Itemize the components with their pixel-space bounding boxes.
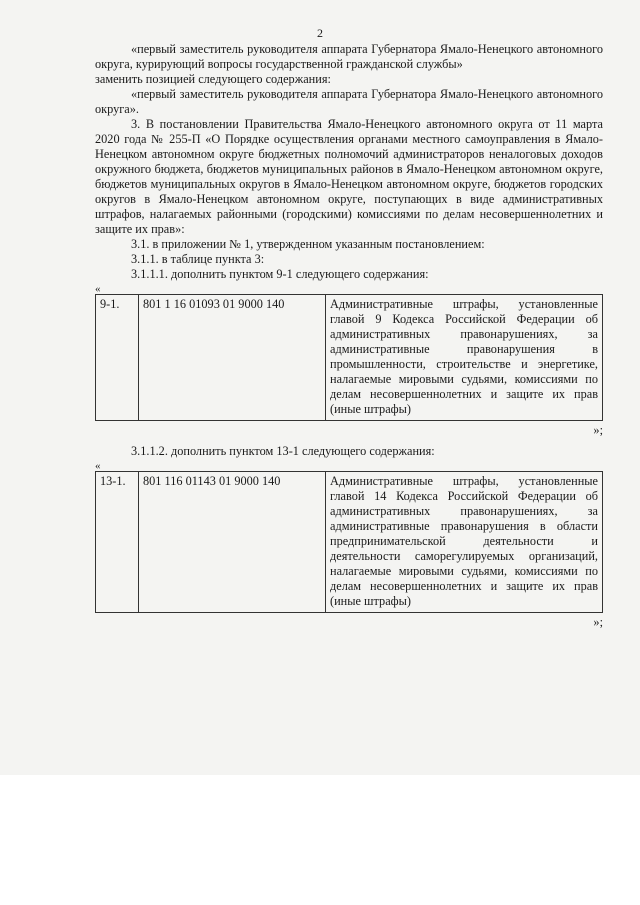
quote-open-1: « xyxy=(95,283,101,295)
entry-number: 13-1. xyxy=(96,472,139,613)
blank-margin xyxy=(0,775,640,905)
paragraph-replace: заменить позицией следующего содержания: xyxy=(95,72,331,86)
table-entry-13-1 xyxy=(95,471,603,613)
document-body xyxy=(95,42,603,630)
quote-close-1: »; xyxy=(593,423,603,437)
entry-code: 801 1 16 01093 01 9000 140 xyxy=(139,295,326,421)
paragraph-item-3: 3. В постановлении Правительства Ямало-Ненецкого автономного округа от 11 марта 2020 года № 255-П «О Порядке осуществления органами местного самоуправления в Ямало-Ненецком автономном округе бюджетных полномочий администраторов неналоговых доходов окружного бюджета, бюджетов муниципальных районов в Ямало-Ненецком автономном округе, бюджетов муниципальных округов в Ямало-Ненецком автономном округе, бюджетов городских округов в Ямало-Ненецком автономном округе, поступающих в виде административных штрафов, налагаемых районными (городскими) комиссиями по делам несовершеннолетних и защите их прав»: xyxy=(95,117,603,236)
paragraph-new-position: «первый заместитель руководителя аппарата Губернатора Ямало-Ненецкого автономного округа». xyxy=(95,87,603,116)
quote-open-2: « xyxy=(95,460,101,472)
table-row xyxy=(96,472,603,613)
entry-code: 801 116 01143 01 9000 140 xyxy=(139,472,326,613)
table-entry-9-1 xyxy=(95,294,603,421)
table-row xyxy=(96,295,603,421)
paragraph-item-3-1-1: 3.1.1. в таблице пункта 3: xyxy=(131,252,265,266)
entry-description: Административные штрафы, установленные главой 9 Кодекса Российской Федерации об административных правонарушениях, за административные правонарушения в промышленности, строительстве и энергетике, налагаемые мировыми судьями, комиссиями по делам несовершеннолетних и защите их прав (иные штрафы) xyxy=(326,295,603,421)
paragraph-item-3-1-1-2: 3.1.1.2. дополнить пунктом 13-1 следующего содержания: xyxy=(131,444,435,458)
entry-number: 9-1. xyxy=(96,295,139,421)
quote-close-2: »; xyxy=(593,615,603,629)
entry-description: Административные штрафы, установленные главой 14 Кодекса Российской Федерации об административных правонарушениях, за административные правонарушения в области предпринимательской деятельности и деятельности саморегулируемых организаций, налагаемые мировыми судьями, комиссиями по делам несовершеннолетних и защите их прав (иные штрафы) xyxy=(326,472,603,613)
paragraph-item-3-1: 3.1. в приложении № 1, утвержденном указанным постановлением: xyxy=(131,237,485,251)
page-number: 2 xyxy=(317,26,323,40)
paragraph-old-position: «первый заместитель руководителя аппарата Губернатора Ямало-Ненецкого автономного округа, курирующий вопросы государственной гражданской службы» xyxy=(95,42,603,71)
paragraph-item-3-1-1-1: 3.1.1.1. дополнить пунктом 9-1 следующего содержания: xyxy=(131,267,429,281)
